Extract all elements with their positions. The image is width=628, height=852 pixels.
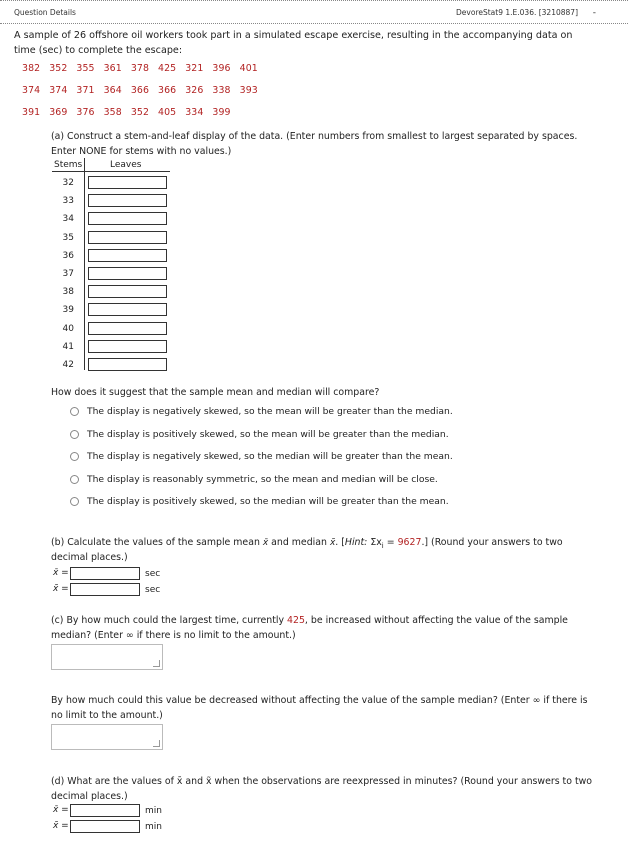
stem-label: 41: [62, 341, 74, 352]
option-label: The display is negatively skewed, so the median will be greater than the mean.: [87, 451, 453, 462]
radio-button[interactable]: [70, 430, 79, 439]
median-min-input[interactable]: [70, 820, 140, 833]
data-value: 374: [22, 85, 41, 96]
stem-label: 39: [62, 305, 74, 316]
part-c-prompt-line1: (c) By how much could the largest time, currently 425, be increased without affecting the value of the sample: [51, 615, 568, 626]
option-label: The display is positively skewed, so the mean will be greater than the median.: [87, 428, 449, 440]
decrease-input[interactable]: [51, 724, 163, 750]
stem-label: 37: [62, 269, 74, 279]
median-min-unit: min: [145, 822, 162, 832]
leaf-input[interactable]: [88, 194, 167, 207]
stem-label: 34: [62, 214, 74, 225]
data-value: 369: [49, 107, 68, 118]
part-a-prompt-line1: (a) Construct a stem-and-leaf display of the data. (Enter numbers from smallest to largest separated by spaces.: [51, 131, 578, 142]
x-bar-symbol: x̄: [262, 538, 269, 548]
leaf-input[interactable]: [88, 303, 167, 316]
stems-header: Stems: [54, 160, 83, 170]
stem-label: 40: [62, 323, 74, 334]
part-b-prompt-line2: decimal places.): [51, 552, 128, 563]
compare-option[interactable]: [70, 496, 449, 507]
radio-button[interactable]: [70, 452, 79, 461]
data-row: [22, 107, 240, 118]
median-label: x̃ =: [53, 584, 69, 594]
resize-handle-icon[interactable]: [153, 660, 160, 667]
data-value: 352: [130, 107, 150, 118]
leaf-input[interactable]: [88, 212, 167, 225]
data-value: 382: [22, 63, 41, 74]
median-unit: sec: [145, 585, 161, 595]
problem-intro: A sample of 26 offshore oil workers took part in a simulated escape exercise, resulting in the accompanying data on time (sec) to complete the escape:: [14, 30, 573, 56]
leaf-input[interactable]: [88, 340, 167, 353]
stem-table-divider: [84, 158, 85, 370]
stem-table-header-rule: [52, 171, 170, 172]
leaf-input[interactable]: [88, 285, 167, 298]
leaves-header: Leaves: [110, 160, 142, 170]
data-value: 326: [185, 85, 204, 96]
radio-button[interactable]: [70, 407, 79, 416]
leaf-input[interactable]: [88, 267, 167, 280]
leaf-input[interactable]: [88, 358, 167, 371]
data-value: 338: [212, 85, 231, 96]
stem-label: 38: [62, 287, 74, 298]
option-label: The display is reasonably symmetric, so the mean and median will be close.: [87, 473, 438, 485]
data-value: 334: [185, 107, 204, 118]
data-value: 393: [239, 85, 258, 96]
data-value: 374: [49, 85, 68, 96]
stem-label: 36: [62, 250, 74, 261]
data-value: 391: [22, 107, 41, 118]
resize-handle-icon[interactable]: [153, 740, 160, 747]
data-value: 321: [185, 63, 204, 74]
question-details-label: Question Details: [14, 8, 76, 17]
part-d-prompt-line2: decimal places.): [51, 791, 128, 802]
compare-question: How does it suggest that the sample mean and median will compare?: [51, 387, 380, 398]
median-input[interactable]: [70, 583, 140, 596]
data-row: [22, 85, 267, 96]
data-value: 399: [212, 107, 231, 118]
compare-option[interactable]: [70, 429, 449, 440]
leaf-input[interactable]: [88, 176, 167, 189]
median-min-label: x̃ =: [53, 821, 69, 831]
data-value: 364: [103, 85, 122, 96]
part-a-prompt-line2: Enter NONE for stems with no values.): [51, 146, 232, 157]
data-row: [22, 63, 267, 74]
leaf-input[interactable]: [88, 249, 167, 262]
data-value: 366: [130, 85, 150, 96]
decrease-prompt-line2: no limit to the amount.): [51, 710, 163, 721]
data-value: 396: [212, 63, 231, 74]
option-label: The display is positively skewed, so the median will be greater than the mean.: [87, 496, 449, 507]
x-tilde-symbol: x̃: [329, 538, 336, 548]
data-value: 352: [49, 63, 68, 74]
question-id-label: DevoreStat9 1.E.036. [3210887]: [456, 8, 578, 17]
radio-button[interactable]: [70, 497, 79, 506]
increase-input[interactable]: [51, 644, 163, 670]
leaf-input[interactable]: [88, 322, 167, 335]
mean-unit: sec: [145, 569, 161, 579]
decrease-prompt-line1: By how much could this value be decreased without affecting the value of the sample median? (Enter ∞ if there is: [51, 695, 588, 706]
mean-label: x̄ =: [53, 568, 69, 578]
compare-option[interactable]: [70, 474, 438, 485]
data-value: 425: [158, 63, 177, 74]
compare-option[interactable]: [70, 406, 453, 417]
mean-input[interactable]: [70, 567, 140, 580]
option-label: The display is negatively skewed, so the mean will be greater than the median.: [87, 406, 453, 417]
data-value: 401: [239, 63, 258, 74]
data-value: 371: [76, 85, 95, 96]
data-value: 358: [103, 107, 122, 118]
mean-min-input[interactable]: [70, 804, 140, 817]
data-value: 378: [130, 63, 150, 74]
data-value: 405: [158, 107, 177, 118]
stem-label: 33: [62, 196, 74, 207]
mean-min-label: x̄ =: [53, 805, 69, 815]
data-value: 361: [103, 63, 122, 74]
stem-label: 32: [62, 178, 74, 188]
compare-option[interactable]: [70, 451, 453, 462]
leaf-input[interactable]: [88, 231, 167, 244]
part-c-prompt-line2: median? (Enter ∞ if there is no limit to the amount.): [51, 630, 296, 641]
data-value: 355: [76, 63, 95, 74]
mean-min-unit: min: [145, 806, 162, 816]
stem-label: 42: [62, 360, 74, 370]
part-d-prompt-line1: (d) What are the values of x̄ and x̃ when the observations are reexpressed in minutes? (Round your answers to two: [51, 776, 593, 787]
stem-label: 35: [62, 232, 74, 243]
part-b-prompt-line1: (b) Calculate the values of the sample mean x̄ and median x̃. [Hint: $\Sigma x_i = 9627$.] (Round your answers to two: [51, 537, 563, 550]
collapse-dash[interactable]: -: [592, 8, 596, 18]
radio-button[interactable]: [70, 475, 79, 484]
data-value: 376: [76, 107, 95, 118]
data-value: 366: [158, 85, 177, 96]
